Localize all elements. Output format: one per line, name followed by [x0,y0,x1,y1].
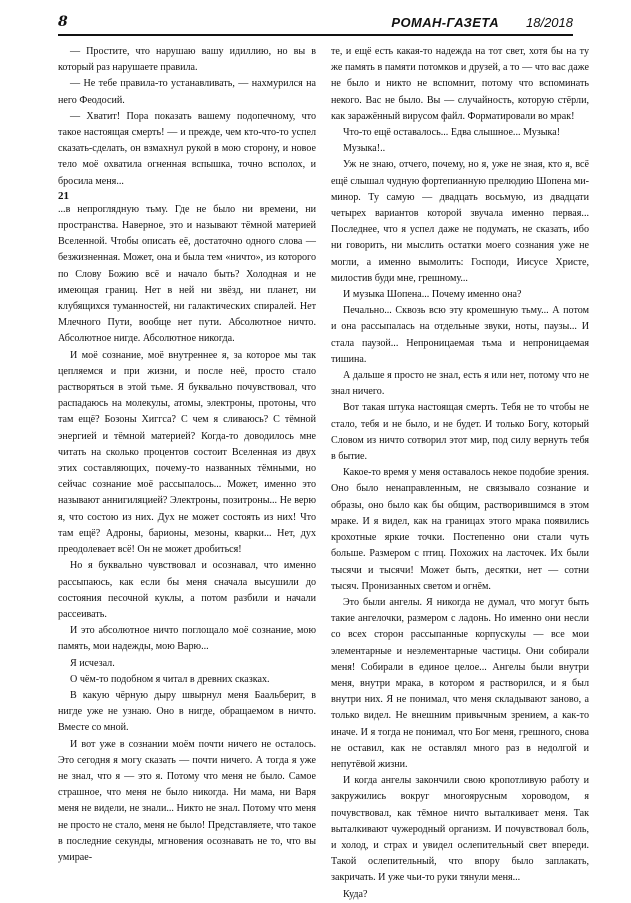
page-header [58,14,573,36]
paragraph: В какую чёрную дыру швырнул меня Баальберит, в нигде уже не узнаю. Оно в нигде, обращаемом в ничто. Вместе со мной. [58,689,316,734]
paragraph: Это были ангелы. Я никогда не думал, что могут быть такие ангелочки, размером с ладонь. Но именно они несли со всех сторон рассыпанные корпускулы — все мои элементарные и неэлементарные частицы. Они собирали меня! Собирали в единое целое... Ангелы были внутри меня, внутри мрака, в котором я растворился, и я был внутри них. Я не понимал, что меня складывают заново, а только видел. Не внешним привычным зрением, а как-то иначе. И я тогда не понимал, что Бог меня, грешного, снова не оставил, как не оставлял много раз в недолгой и непутёвой жизни. [331,596,589,770]
paragraph: И моё сознание, моё внутреннее я, за которое мы так цепляемся и при жизни, и после неё, просто стало растворяться в этой тьме. Я буквально почувствовал, что распадаюсь на молекулы, атомы, электроны, протоны, что там ещё? Бозоны Хиггса? С чем я сливаюсь? С тёмной энергией и тёмной материей? Когда-то доводилось мне читать на сколько процентов состоит Вселенная из двух этих составляющих, почему-то названных тёмными, но сейчас сознание моё рассыпалось... Может, именно это называют аннигиляцией? Электроны, позитроны... Не верю я, что состою из них. Дух не может состоять из них! Что там ещё? Адроны, барионы, мезоны, кварки... Нет, дух преодолевает всё! Он не может дробиться! [58,349,316,556]
paragraph: И когда ангелы закончили свою кропотливую работу и закружились вокруг многоярусным хороводом, я почувствовал, как тёмное ничто выталкивает меня. Так выталкивают чужеродный организм. И почувствовал боль, и холод, и страх и увидел ослепительный свет впереди. Такой ослепительный, что впору было заплакать, закричать. И уже чьи-то руки тянули меня... [331,775,589,884]
paragraph: Какое-то время у меня оставалось некое подобие зрения. Оно было ненаправленным, не связывало сознание и образы, оно было как бы общим, растворившимся в этом мраке. И я видел, как на границах этого мрака появились крохотные яркие точки. Постепенно они стали чуть больше. Размером с птиц. Похожих на ласточек. Их были тысячи и тысячи! Может быть, десятки, нет — сотни тысяч. Пронизанных светом и огнём. [331,467,589,592]
left-column [58,44,316,866]
paragraph: те, и ещё есть какая-то надежда на тот свет, хотя бы на ту же память в памяти потомков и друзей, а то — что вас даже не было и никто не вспомнит, потому что вспоминать некого. Вас не было. Вы — случайность, которую стёрли, как заражённый вирусом файл. Форматировали во мрак! [331,46,589,122]
magazine-title: РОМАН-ГАЗЕТА [391,15,499,30]
right-column [331,44,589,903]
paragraph: Уж не знаю, отчего, почему, но я, уже не зная, кто я, всё ещё слышал чудную фортепианную прелюдию Шопена ми-минор. Ту самую — двадцать восьмую, из двадцати четырех вариантов которой звучала именно первая... Последнее, что я успел даже не подумать, не сказать, ибо ни говорить, ни мыслить остатки моего сознания уже не могли, а именно вымолить: Господи, Иисусе Христе, милостив буди мне, грешному... [331,159,589,284]
paragraph: И вот уже в сознании моём почти ничего не осталось. Это сегодня я могу сказать — почти ничего. А тогда я уже не знал, что я — это я. Потому что меня не было. Самое страшное, что меня не было никогда. Ни мама, ни Варя меня не видели, не знали... Никто не знал. Потому что меня не просто не стало, меня не было! Представляете, что такое в последние секунды, мгновения осознавать не то, что вы умирае- [58,738,316,863]
paragraph: Куда? [343,888,368,900]
paragraph: — Не тебе правила-то устанавливать, — нахмурился на него Феодосий. [58,78,316,106]
paragraph: — Хватит! Пора показать вашему подопечному, что такое настоящая смерть! — и прежде, чем кто-что-то успел сказать-сделать, он взмахнул рукой в мою сторону, и новое тело моё охватила огненная вспышка, точно всполох, и бросила меня... [58,110,316,187]
paragraph: И это абсолютное ничто поглощало моё сознание, мою память, мои надежды, мою Варю... [58,625,316,653]
paragraph: И музыка Шопена... Почему именно она? [343,289,522,301]
paragraph: ...в непроглядную тьму. Где не было ни времени, ни пространства. Наверное, это и называют тёмной материей Вселенной. Чтобы описать её, достаточно одного слова — безжизненная. Может, она и была тем «ничто», из которого по Слову Божию всё и начало быть? Холодная и не имеющая границ. Нет в ней ни звёзд, ни планет, ни клубящихся туманностей, ни галактических спиралей. Нет Млечного Пути, вообще нет пути. Абсолютное ничто. Абсолютное нигде. Абсолютное никогда. [58,203,316,345]
paragraph: Музыка!.. [343,143,386,155]
paragraph: Я исчезал. [70,657,115,669]
paragraph: О чём-то подобном я читал в древних сказках. [70,673,270,685]
paragraph: Печально... Сквозь всю эту кромешную тьму... А потом и она рассыпалась на отдельные звуки, ноты, паузы... И стала паузой... Непроницаемая тьма и непроницаемая тишина. [331,305,589,365]
paragraph: А дальше я просто не знал, есть я или нет, потому что не знал ничего. [331,370,589,398]
chapter-number: 21 [58,189,69,202]
paragraph: Но я буквально чувствовал и осознавал, что именно рассыпаюсь, как если бы меня сначала высушили до состояния песочной куклы, а потом разбили и начали рассеивать. [58,560,316,620]
paragraph: Что-то ещё оставалось... Едва слышное... Музыка! [343,127,561,139]
paragraph: — Простите, что нарушаю вашу идиллию, но вы в который раз нарушаете правила. [58,46,316,74]
page-number: 8 [58,14,68,30]
paragraph: Вот такая штука настоящая смерть. Тебя не то чтобы не стало, тебя и не было, и не будет. И только Богу, который Словом из ничто сотворил этот мир, под силу вернуть тебя в бытие. [331,402,589,463]
issue-number: 18/2018 [526,15,573,30]
